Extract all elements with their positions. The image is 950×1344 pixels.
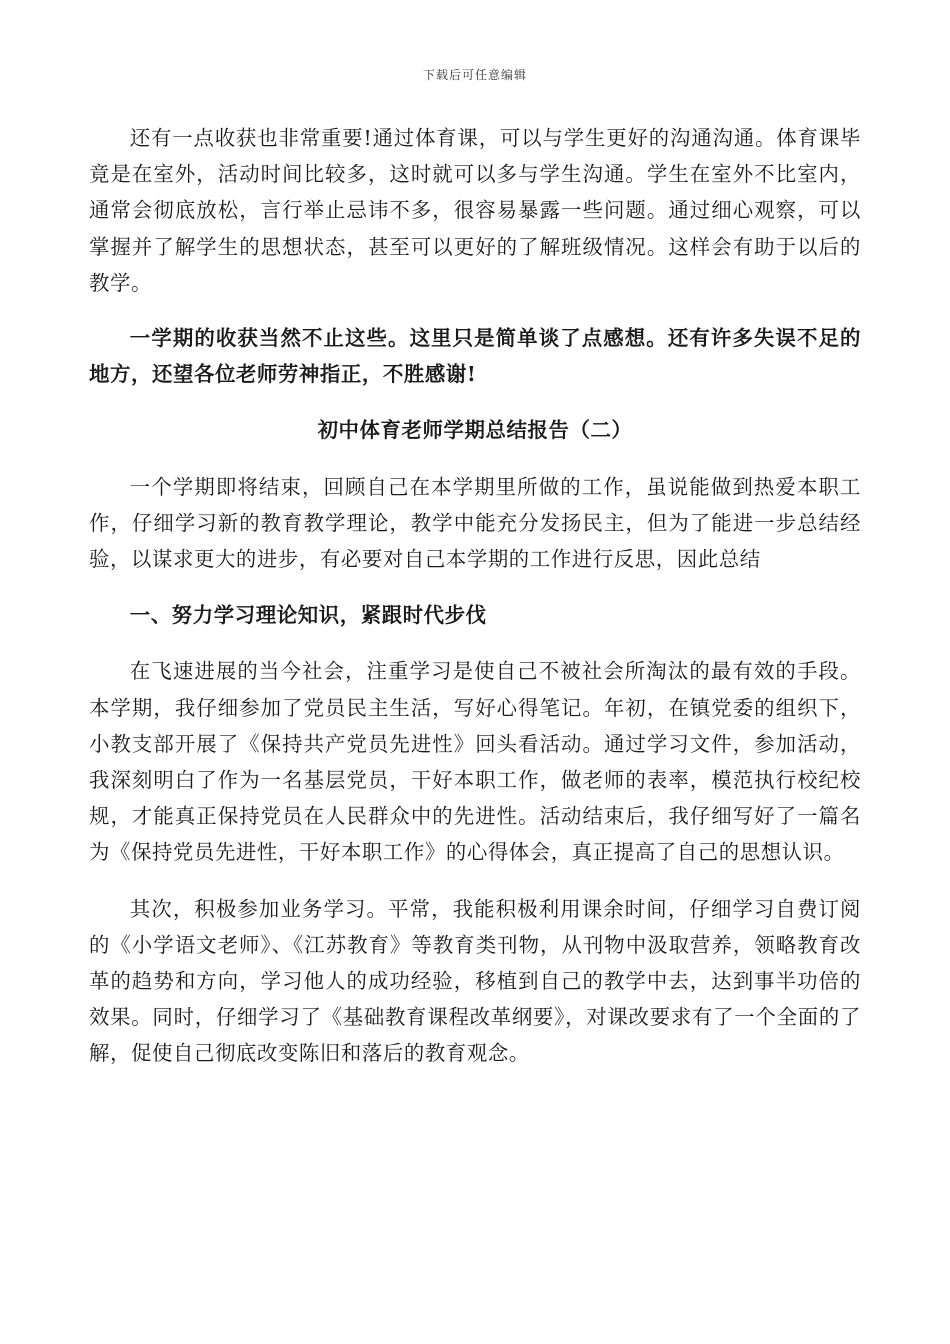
paragraph-intro: 一个学期即将结束，回顾自己在本学期里所做的工作，虽说能做到热爱本职工作，仔细学习新的教育教学理论，教学中能充分发扬民主，但为了能进一步总结经验，以谋求更大的进步，有必要对自己本学期的工作进行反思，因此总结	[89, 474, 861, 572]
page-header: 下载后可任意编辑	[422, 68, 527, 82]
report-title: 初中体育老师学期总结报告（二）	[317, 418, 633, 443]
paragraph-closing: 一学期的收获当然不止这些。这里只是简单谈了点感想。还有许多失误不足的地方，还望各位老师劳神指正，不胜感谢!	[89, 326, 861, 387]
section-heading-1: 一、努力学习理论知识，紧跟时代步伐	[129, 603, 487, 628]
paragraph-study: 在飞速进展的当今社会，注重学习是使自己不被社会所淘汰的最有效的手段。本学期，我仔细参加了党员民主生活，写好心得笔记。年初，在镇党委的组织下，小教支部开展了《保持共产党员先进性》回头看活动。通过学习文件，参加活动，我深刻明白了作为一名基层党员，干好本职工作，做老师的表率，模范执行校纪校规，才能真正保持党员在人民群众中的先进性。活动结束后，我仔细写好了一篇名为《保持党员先进性，干好本职工作》的心得体会，真正提高了自己的思想认识。	[89, 659, 861, 865]
paragraph-gains: 还有一点收获也非常重要!通过体育课，可以与学生更好的沟通沟通。体育课毕竟是在室外，活动时间比较多，这时就可以多与学生沟通。学生在室外不比室内，通常会彻底放松，言行举止忌讳不多，很容易暴露一些问题。通过细心观察，可以掌握并了解学生的思想状态，甚至可以更好的了解班级情况。这样会有助于以后的教学。	[89, 126, 861, 295]
paragraph-business-study: 其次，积极参加业务学习。平常，我能积极利用课余时间，仔细学习自费订阅的《小学语文老师》、《江苏教育》等教育类刊物，从刊物中汲取营养，领略教育改革的趋势和方向，学习他人的成功经验，移植到自己的教学中去，达到事半功倍的效果。同时，仔细学习了《基础教育课程改革纲要》，对课改要求有了一个全面的了解，促使自己彻底改变陈旧和落后的教育观念。	[89, 896, 861, 1066]
document-body	[89, 120, 861, 1072]
